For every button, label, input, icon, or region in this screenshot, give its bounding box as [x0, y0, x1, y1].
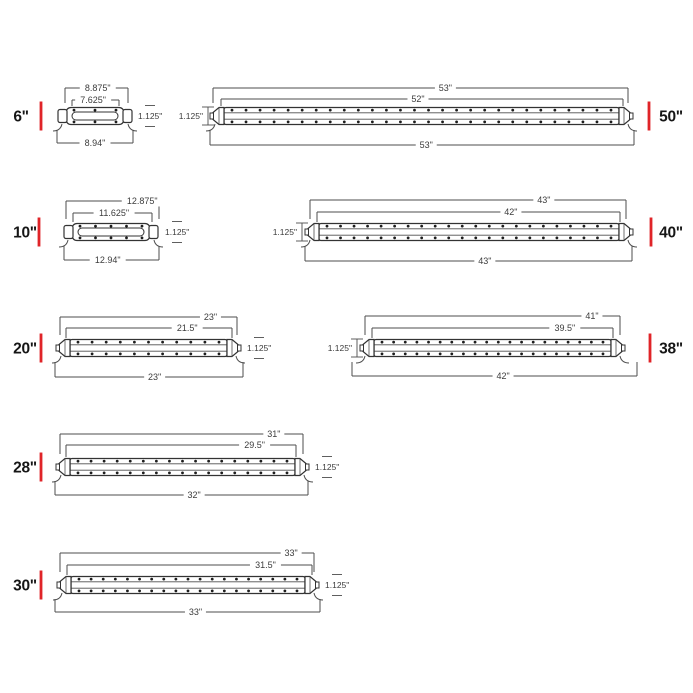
dim-label-top: 43" [537, 195, 551, 206]
end-cap-right [619, 224, 630, 241]
light-bar-drawing-40in [301, 224, 637, 248]
bar-size-label-40in: 40" [659, 224, 683, 242]
end-cap-right-tip [622, 345, 626, 351]
dim-label-bottom: 53" [419, 140, 433, 151]
end-cap-right [123, 110, 132, 123]
end-cap-left [363, 340, 374, 357]
end-cap-left [60, 577, 71, 594]
dim-label-height: 1.125" [247, 343, 272, 353]
bar-size-label-28in: 28" [13, 459, 37, 477]
dim-label-bottom: 42" [496, 371, 510, 382]
dim-label-inner: 7.625" [80, 95, 107, 106]
bar-assembly-38in [328, 311, 683, 382]
height-dimension [325, 575, 349, 596]
dim-label-bottom: 32" [187, 490, 201, 501]
red-accent-tick [648, 102, 651, 131]
height-dimension [179, 107, 214, 125]
dim-label-top: 53" [438, 83, 453, 94]
bar-assembly-6in [13, 83, 162, 149]
light-bar-drawing-28in [52, 459, 313, 483]
bar-assembly-50in [179, 83, 683, 151]
red-accent-tick [38, 218, 41, 247]
light-bar-drawing-6in [53, 108, 137, 132]
bar-housing [224, 108, 619, 125]
end-cap-right [305, 577, 316, 594]
bar-assembly-28in [13, 429, 339, 501]
bar-size-label-30in: 30" [13, 577, 37, 595]
height-dimension [138, 106, 162, 127]
red-accent-tick [40, 571, 43, 600]
end-cap-left-tip [210, 113, 214, 119]
bar-size-label-20in: 20" [13, 340, 37, 358]
dim-label-height: 1.125" [272, 227, 297, 237]
dim-label-top: 31" [267, 429, 281, 440]
end-cap-left [213, 108, 224, 125]
end-cap-right [227, 340, 238, 357]
light-bar-drawing-20in [52, 340, 245, 364]
end-cap-left-tip [56, 464, 60, 470]
bar-assembly-30in [13, 548, 349, 618]
dim-label-inner: 31.5" [255, 560, 276, 571]
height-dimension [273, 223, 308, 241]
dim-label-inner: 39.5" [554, 323, 576, 334]
dim-label-bottom: 8.94" [84, 138, 106, 149]
height-dimension [315, 457, 339, 478]
end-cap-left [64, 226, 73, 239]
dim-label-height: 1.125" [325, 580, 350, 590]
dim-label-height: 1.125" [327, 343, 352, 353]
end-cap-left [58, 110, 67, 123]
height-dimension [247, 338, 271, 359]
end-cap-left-tip [305, 229, 309, 235]
end-cap-left [59, 459, 70, 476]
dim-label-bottom: 12.94" [94, 255, 121, 266]
dim-label-top: 41" [585, 311, 599, 322]
end-cap-right-tip [238, 345, 242, 351]
end-cap-left [308, 224, 319, 241]
height-dimension [165, 222, 189, 243]
end-cap-left-tip [57, 582, 61, 588]
end-cap-right-tip [630, 113, 634, 119]
end-cap-right [611, 340, 622, 357]
bar-size-label-38in: 38" [659, 340, 683, 358]
dim-label-inner: 11.625" [99, 208, 130, 219]
light-bar-drawing-50in [206, 108, 637, 132]
bar-size-label-50in: 50" [659, 108, 683, 126]
bar-assembly-10in [13, 196, 189, 266]
dim-label-top: 8.875" [84, 83, 111, 94]
dim-label-height: 1.125" [178, 111, 203, 121]
red-accent-tick [649, 334, 652, 363]
end-cap-right-tip [630, 229, 634, 235]
bar-size-label-10in: 10" [13, 224, 37, 242]
end-cap-left [59, 340, 70, 357]
end-cap-right-tip [306, 464, 310, 470]
dim-label-bottom: 23" [148, 372, 162, 383]
dim-label-top: 33" [284, 548, 298, 559]
red-accent-tick [40, 334, 43, 363]
bar-housing [374, 340, 611, 357]
dim-label-height: 1.125" [165, 227, 190, 237]
dim-label-inner: 42" [504, 207, 518, 218]
height-dimension [328, 339, 363, 357]
red-accent-tick [650, 218, 653, 247]
dim-label-height: 1.125" [138, 111, 163, 121]
dim-label-bottom: 33" [188, 607, 203, 618]
bar-housing [319, 224, 619, 241]
light-bar-drawing-30in [53, 577, 323, 601]
light-bar-drawing-10in [59, 224, 163, 248]
end-cap-left-tip [360, 345, 364, 351]
dim-label-top: 23" [203, 312, 218, 323]
dim-label-inner: 52" [411, 94, 425, 105]
dim-label-height: 1.125" [315, 462, 340, 472]
dim-label-bottom: 43" [478, 256, 492, 267]
red-accent-tick [40, 102, 43, 131]
end-cap-right [619, 108, 630, 125]
light-bar-drawing-38in [356, 340, 629, 364]
dim-label-inner: 29.5" [244, 440, 265, 451]
end-cap-right [295, 459, 306, 476]
bar-assembly-40in [273, 195, 683, 267]
bar-assembly-20in [13, 312, 271, 383]
dim-label-inner: 21.5" [176, 323, 198, 334]
bar-size-label-6in: 6" [13, 108, 29, 126]
end-cap-left-tip [56, 345, 60, 351]
dim-label-top: 12.875" [126, 196, 158, 207]
end-cap-right [149, 226, 158, 239]
red-accent-tick [40, 453, 43, 482]
end-cap-right-tip [316, 582, 320, 588]
